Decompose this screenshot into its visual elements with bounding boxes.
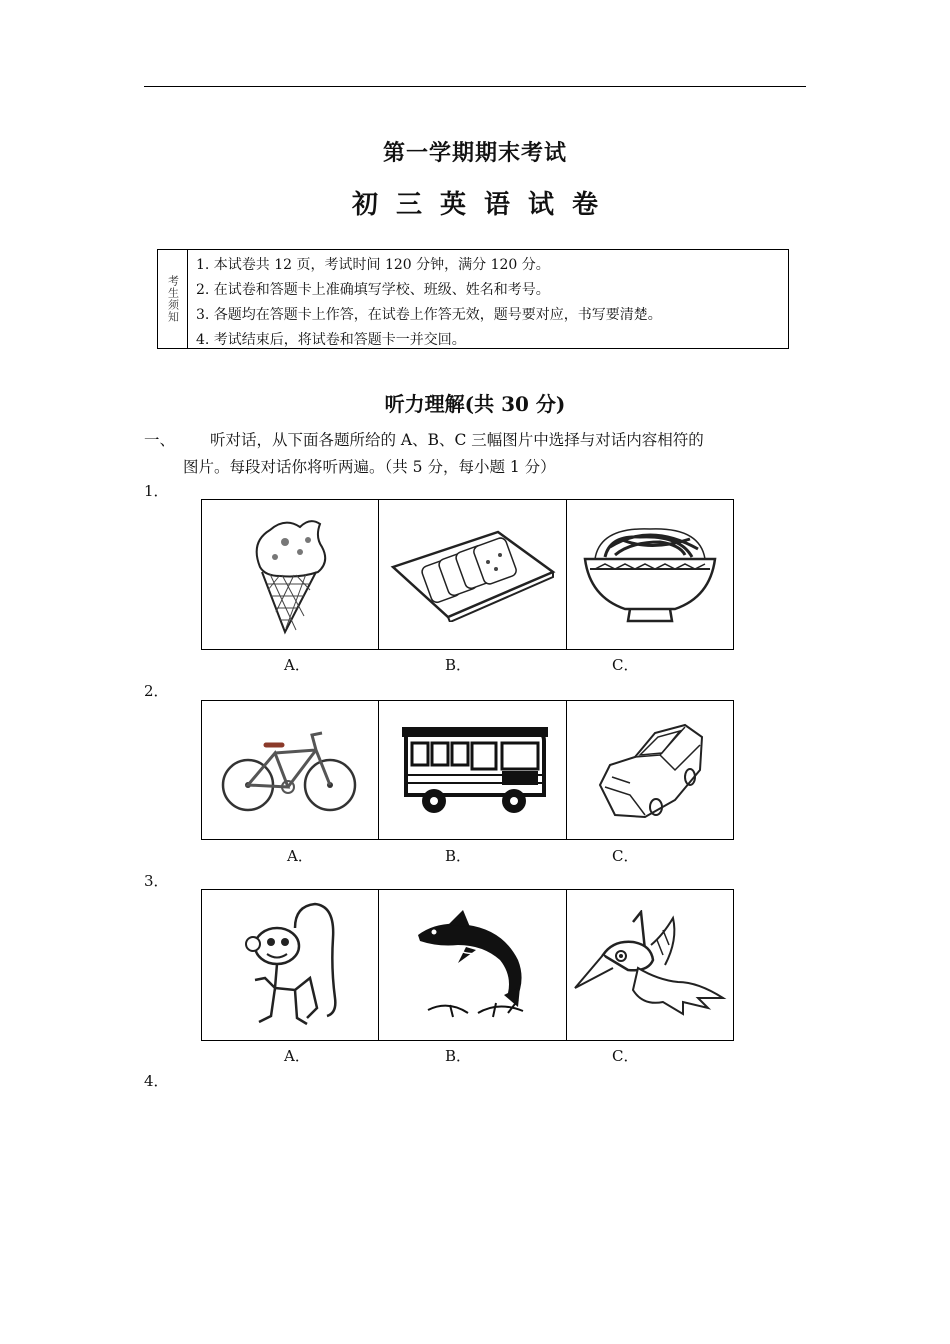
question-1-images: [201, 499, 734, 650]
question-number: 4．: [144, 1072, 169, 1090]
instruction-text: 听对话，从下面各题所给的 A、B、C 三幅图片中选择与对话内容相符的: [210, 431, 704, 449]
notice-list: [188, 250, 788, 348]
instruction-line-1: [144, 428, 704, 450]
option-c-image-cell[interactable]: [567, 701, 733, 839]
option-a-label: A．: [287, 847, 313, 865]
notice-label-cell: [158, 250, 188, 348]
option-b-image-cell[interactable]: [379, 500, 567, 649]
option-b-image-cell[interactable]: [379, 890, 567, 1040]
notice-item: 4. 考试结束后，将试卷和答题卡一并交回。: [196, 332, 466, 348]
option-a-label: A．: [284, 1047, 310, 1065]
top-rule: [144, 86, 806, 87]
bicycle-icon: [220, 725, 360, 815]
monkey-icon: [235, 898, 345, 1033]
notice-box: [157, 249, 789, 349]
notice-item: 3. 各题均在答题卡上作答，在试卷上作答无效，题号要对应，书写要清楚。: [196, 307, 662, 323]
noodles-icon: [580, 517, 720, 632]
ice-cream-icon: [240, 512, 340, 637]
question-3-images: [201, 889, 734, 1041]
option-c-image-cell[interactable]: [567, 890, 733, 1040]
instruction-line-2: 图片。每段对话你将听两遍。（共 5 分，每小题 1 分）: [183, 458, 556, 476]
option-a-image-cell[interactable]: [202, 701, 379, 839]
notice-item: 1. 本试卷共 12 页，考试时间 120 分钟，满分 120 分。: [196, 257, 550, 273]
option-c-label: C．: [612, 656, 639, 674]
dolphin-icon: [408, 905, 538, 1025]
question-number: 3．: [144, 872, 169, 890]
option-c-label: C．: [612, 847, 639, 865]
question-2-images: [201, 700, 734, 840]
exam-title: 第一学期期末考试: [382, 140, 567, 166]
option-c-image-cell[interactable]: [567, 500, 733, 649]
option-b-label: B．: [445, 1047, 472, 1065]
part-number: 一、: [144, 431, 176, 449]
option-b-label: B．: [445, 656, 472, 674]
exam-subtitle: 初三英语试卷: [351, 190, 616, 220]
option-a-image-cell[interactable]: [202, 890, 379, 1040]
question-number: 2．: [144, 682, 169, 700]
bird-icon: [573, 910, 728, 1020]
option-b-image-cell[interactable]: [379, 701, 567, 839]
bread-icon: [388, 527, 558, 622]
option-b-label: B．: [445, 847, 472, 865]
question-number: 1．: [144, 482, 169, 500]
option-c-label: C．: [612, 1047, 639, 1065]
section-title: 听力理解(共 30 分): [384, 392, 566, 416]
car-icon: [590, 715, 710, 825]
option-a-image-cell[interactable]: [202, 500, 379, 649]
option-a-label: A．: [284, 656, 310, 674]
bus-icon: [398, 723, 548, 818]
notice-label: 考生须知: [166, 275, 180, 323]
notice-item: 2. 在试卷和答题卡上准确填写学校、班级、姓名和考号。: [196, 282, 550, 298]
